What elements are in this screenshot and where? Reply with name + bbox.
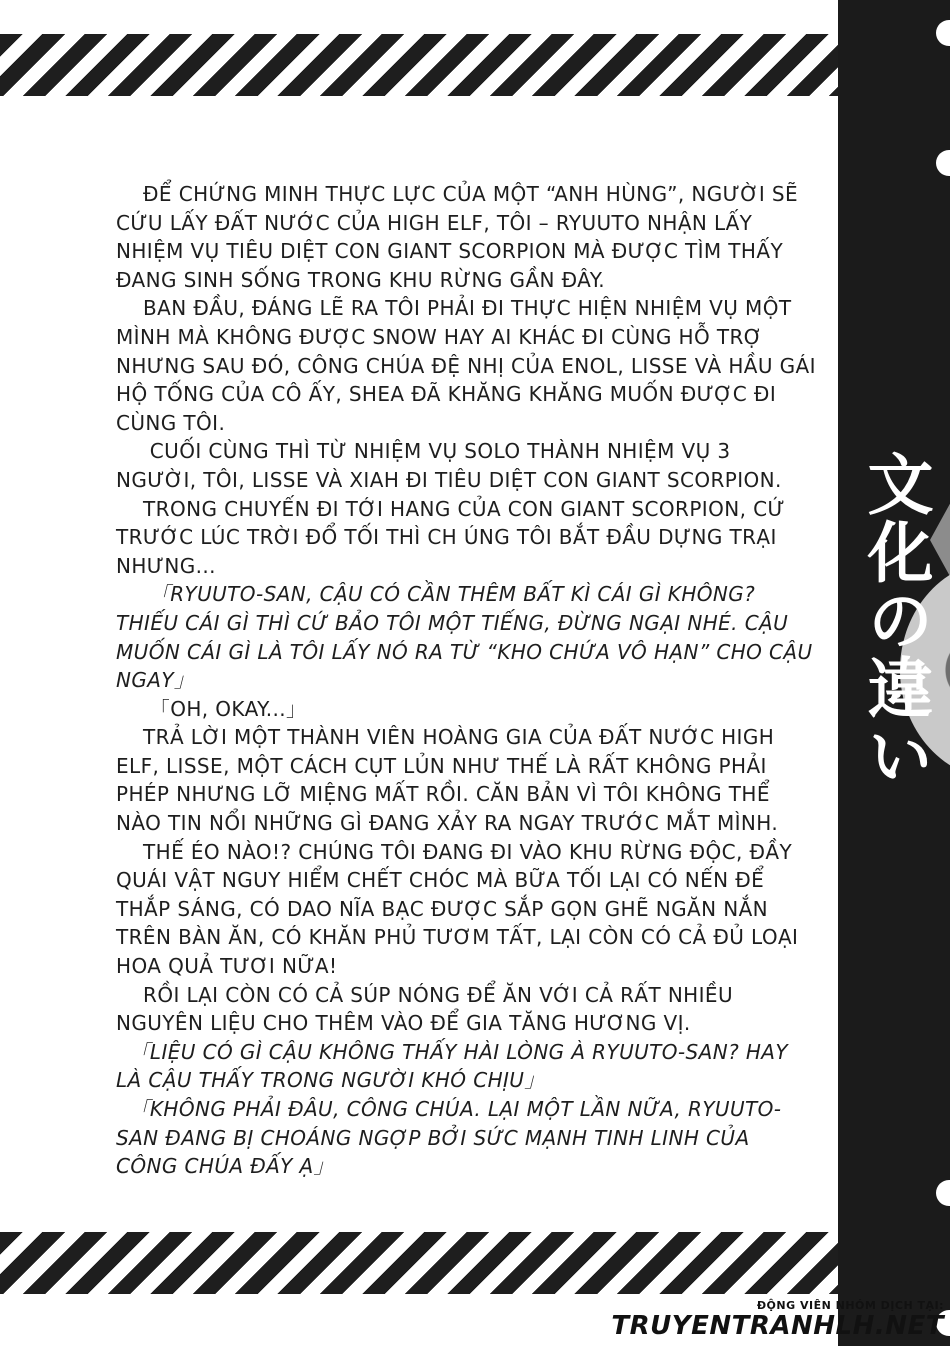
dialog-line: 「RYUUTO-SAN, CẬU CÓ CẦN THÊM BẤT KÌ CÁI GÌ KHÔNG? THIẾU CÁI GÌ THÌ CỨ BẢO TÔI MỘT TIẾNG, ĐỪNG NGẠI NHÉ. CẬU MUỐN CÁI GÌ LÀ TÔI LẤY NÓ RA TỪ “KHO CHỨA VÔ HẠN” CHO CẬU NGAY」 — [116, 582, 820, 693]
story-text — [116, 180, 823, 1181]
top-stripe-border — [0, 34, 840, 96]
dialog-line: 「OH, OKAY...」 — [116, 696, 307, 721]
paragraph: TRONG CHUYẾN ĐI TỚI HANG CỦA CON GIANT SCORPION, CỨ TRƯỚC LÚC TRỜI ĐỔ TỐI THÌ CH ÚNG TÔI BẮT ĐẦU DỰNG TRẠI NHƯNG... — [116, 496, 792, 578]
paragraph: RỒI LẠI CÒN CÓ CẢ SÚP NÓNG ĐỂ ĂN VỚI CẢ RẤT NHIỀU NGUYÊN LIỆU CHO THÊM VÀO ĐỂ GIA TĂNG HƯƠNG VỊ. — [116, 982, 740, 1036]
dialog-line: 「KHÔNG PHẢI ĐÂU, CÔNG CHÚA. LẠI MỘT LẦN NỮA, RYUUTO-SAN ĐANG BỊ CHOÁNG NGỢP BỞI SỨC MẠNH TINH LINH CỦA CÔNG CHÚA ĐẤY Ạ」 — [116, 1097, 782, 1179]
credit-site: TRUYENTRANHLH.NET — [611, 1311, 944, 1341]
bar-notch — [936, 150, 950, 176]
credit-caption: ĐỘNG VIÊN NHÓM DỊCH TẠI: — [756, 1299, 944, 1312]
paragraph: CUỐI CÙNG THÌ TỪ NHIỆM VỤ SOLO THÀNH NHIỆM VỤ 3 NGƯỜI, TÔI, LISSE VÀ XIAH ĐI TIÊU DIỆT CON GIANT SCORPION. — [116, 439, 782, 492]
translator-credit — [611, 1299, 944, 1340]
paragraph: BAN ĐẦU, ĐÁNG LẼ RA TÔI PHẢI ĐI THỰC HIỆN NHIỆM VỤ MỘT MÌNH MÀ KHÔNG ĐƯỢC SNOW HAY AI KHÁC ĐI CÙNG HỖ TRỢ NHƯNG SAU ĐÓ, CÔNG CHÚA ĐỆ NHỊ CỦA ENOL, LISSE VÀ HẦU GÁI HỘ TỐNG CỦA CÔ ẤY, SHEA ĐÃ KHĂNG KHĂNG MUỐN ĐƯỢC ĐI CÙNG TÔI. — [116, 296, 823, 435]
bottom-stripe-border — [0, 1232, 840, 1294]
bar-notch — [936, 20, 950, 46]
paragraph: THẾ ÉO NÀO!? CHÚNG TÔI ĐANG ĐI VÀO KHU RỪNG ĐỘC, ĐẦY QUÁI VẬT NGUY HIỂM CHẾT CHÓC MÀ BỮA TỐI LẠI CÓ NẾN ĐỂ THẮP SÁNG, CÓ DAO NĨA BẠC ĐƯỢC SẮP GỌN GHẼ NGĂN NẮN TRÊN BÀN ĂN, CÓ KHĂN PHỦ TƯƠM TẤT, LẠI CÒN CÓ CẢ ĐỦ LOẠI HOA QUẢ TƯƠI NỮA! — [116, 839, 806, 979]
chapter-title: 文化の違い — [856, 450, 933, 790]
paragraph: ĐỂ CHỨNG MINH THỰC LỰC CỦA MỘT “ANH HÙNG”, NGƯỜI SẼ CỨU LẤY ĐẤT NƯỚC CỦA HIGH ELF, TÔI – RYUUTO NHẬN LẤY NHIỆM VỤ TIÊU DIỆT CON GIANT SCORPION MÀ ĐƯỢC TÌM THẤY ĐANG SINH SỐNG TRONG KHU RỪNG GẦN ĐÂY. — [116, 182, 805, 292]
dialog-line: 「LIỆU CÓ GÌ CẬU KHÔNG THẤY HÀI LÒNG À RYUUTO-SAN? HAY LÀ CẬU THẤY TRONG NGƯỜI KHÓ CHỊU」 — [116, 1039, 795, 1093]
bar-notch — [936, 1180, 950, 1206]
paragraph: TRẢ LỜI MỘT THÀNH VIÊN HOÀNG GIA CỦA ĐẤT NƯỚC HIGH ELF, LISSE, MỘT CÁCH CỤT LỦN NHƯ THẾ LÀ RẤT KHÔNG PHẢI PHÉP NHƯNG LỠ MIỆNG MẤT RỒI. CĂN BẢN VÌ TÔI KHÔNG THỂ NÀO TIN NỔI NHỮNG GÌ ĐANG XẢY RA NGAY TRƯỚC MẮT MÌNH. — [116, 725, 781, 836]
